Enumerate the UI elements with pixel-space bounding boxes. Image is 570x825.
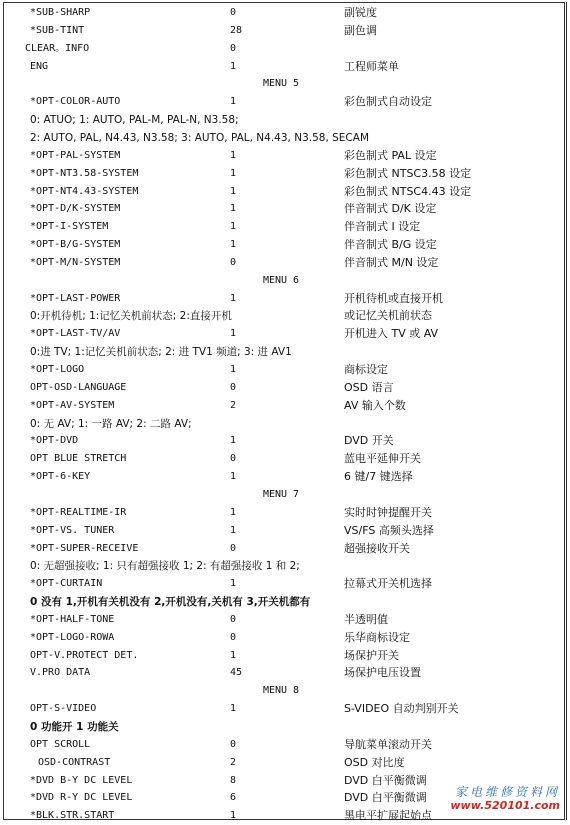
setting-description: 开机进入 TV 或 AV — [344, 327, 439, 341]
setting-description: DVD 开关 — [344, 434, 394, 448]
setting-row — [0, 93, 570, 111]
setting-description: VS/FS 高频头选择 — [344, 523, 434, 537]
setting-row — [0, 40, 570, 58]
setting-description: 或记忆关机前状态 — [344, 309, 432, 323]
option-note-row — [0, 593, 570, 611]
setting-row — [0, 379, 570, 397]
setting-key: *OPT-D/K-SYSTEM — [30, 203, 121, 215]
setting-row — [0, 468, 570, 486]
option-note: 0: 无 AV; 1: 一路 AV; 2: 二路 AV; — [30, 417, 192, 430]
setting-key: 0:开机待机; 1:记忆关机前状态; 2:直接开机 — [30, 310, 232, 323]
option-note-row — [0, 718, 570, 736]
setting-value: 2 — [230, 756, 237, 768]
setting-row — [0, 629, 570, 647]
setting-key: *OPT-CURTAIN — [30, 578, 103, 590]
setting-key: *OPT-LOGO — [30, 364, 85, 375]
menu-section-header — [0, 272, 570, 290]
option-note: 0:进 TV; 1:记忆关机前状态; 2: 进 TV1 频道; 3: 进 AV1 — [30, 346, 292, 359]
menu-section-header — [0, 682, 570, 700]
setting-key: OPT-OSD-LANGUAGE — [30, 381, 127, 393]
setting-key: *OPT-COLOR-AUTO — [30, 96, 121, 108]
setting-row — [0, 575, 570, 593]
setting-description: DVD 白平衡微调 — [344, 773, 427, 787]
setting-description: 彩色制式 NTSC4.43 设定 — [344, 184, 472, 198]
menu-section-header — [0, 486, 570, 504]
setting-value: 0 — [230, 7, 237, 18]
setting-description: OSD 语言 — [344, 380, 394, 394]
setting-key: OPT-V.PROTECT DET. — [30, 649, 139, 661]
setting-key: ENG — [30, 60, 49, 72]
setting-key: *OPT-SUPER-RECEIVE — [30, 542, 139, 554]
setting-key: OPT SCROLL — [30, 738, 91, 750]
setting-description: 乐华商标设定 — [344, 630, 410, 644]
setting-row — [0, 254, 570, 272]
setting-description: 拉幕式开关机选择 — [344, 577, 432, 591]
setting-row — [0, 325, 570, 343]
setting-key: *OPT-NT4.43-SYSTEM — [30, 185, 139, 197]
setting-value: 1 — [230, 506, 237, 518]
setting-row — [0, 22, 570, 40]
setting-description: 蓝电平延伸开关 — [344, 452, 421, 466]
watermark-url: www.520101.com — [450, 799, 560, 812]
menu-title: MENU 8 — [262, 685, 300, 697]
setting-value: 45 — [230, 667, 243, 679]
setting-row — [0, 307, 570, 325]
menu-section-header — [0, 75, 570, 93]
setting-row — [0, 647, 570, 665]
watermark-title: 家电维修资料网 — [454, 785, 560, 799]
setting-value: 1 — [230, 203, 237, 215]
setting-key: *OPT-PAL-SYSTEM — [30, 149, 121, 161]
setting-row — [0, 218, 570, 236]
option-note-row — [0, 557, 570, 575]
setting-key: V.PRO DATA — [30, 667, 91, 679]
setting-row — [0, 290, 570, 308]
setting-value: 8 — [230, 774, 237, 786]
setting-description: 伴音制式 B/G 设定 — [344, 238, 437, 252]
setting-key: *OPT-LAST-TV/AV — [30, 328, 121, 340]
setting-description: 商标设定 — [344, 363, 388, 376]
setting-value: 1 — [230, 435, 237, 447]
setting-description: 场保护开关 — [344, 648, 399, 662]
setting-row — [0, 397, 570, 415]
setting-key: *BLK.STR.START — [30, 810, 115, 822]
setting-row — [0, 361, 570, 379]
setting-value: 1 — [230, 96, 237, 108]
setting-value: 0 — [230, 613, 237, 625]
option-note: 0 功能开 1 功能关 — [30, 721, 119, 733]
setting-description: 副色调 — [344, 23, 377, 37]
setting-description: OSD 对比度 — [344, 755, 405, 769]
setting-row — [0, 664, 570, 682]
setting-row — [0, 736, 570, 754]
setting-key: *OPT-HALF-TONE — [30, 613, 115, 625]
setting-description: 半透明值 — [344, 612, 388, 626]
setting-row — [0, 165, 570, 183]
setting-description: DVD 白平衡微调 — [344, 791, 427, 805]
setting-row — [0, 183, 570, 201]
option-note-row — [0, 415, 570, 433]
setting-value: 6 — [230, 792, 237, 804]
setting-key: *OPT-M/N-SYSTEM — [30, 256, 121, 268]
setting-key: *OPT-I-SYSTEM — [30, 221, 109, 233]
option-note: 2: AUTO, PAL, N4.43, N3.58; 3: AUTO, PAL, N4.43, N3.58, SECAM — [30, 131, 369, 144]
setting-row — [0, 58, 570, 76]
setting-value: 1 — [230, 703, 237, 715]
setting-description: S-VIDEO 自动判别开关 — [344, 702, 459, 716]
menu-title: MENU 5 — [262, 78, 300, 90]
setting-value: 0 — [230, 542, 237, 554]
setting-description: 彩色制式 PAL 设定 — [344, 148, 437, 162]
setting-value: 1 — [230, 221, 237, 233]
setting-value: 28 — [230, 24, 243, 36]
setting-value: 1 — [230, 364, 237, 375]
setting-description: 伴音制式 M/N 设定 — [344, 255, 439, 269]
setting-value: 0 — [230, 453, 237, 465]
setting-value: 1 — [230, 167, 237, 179]
setting-key: *OPT-6-KEY — [30, 471, 91, 483]
setting-description: 超强接收开关 — [344, 541, 410, 555]
setting-key: *OPT-VS. TUNER — [30, 524, 115, 536]
setting-value: 0 — [230, 381, 237, 393]
setting-description: 场保护电压设置 — [344, 666, 421, 680]
setting-description: AV 输入个数 — [344, 398, 406, 412]
setting-key: *OPT-LAST-POWER — [30, 292, 121, 304]
option-note-row — [0, 343, 570, 361]
menu-title: MENU 7 — [262, 488, 300, 500]
setting-description: 6 键/7 键选择 — [344, 470, 413, 484]
option-note-row — [0, 129, 570, 147]
setting-description: 彩色制式 NTSC3.58 设定 — [344, 166, 472, 180]
setting-key: OPT BLUE STRETCH — [30, 453, 127, 465]
setting-value: 2 — [230, 399, 237, 411]
setting-key: *OPT-B/G-SYSTEM — [30, 239, 121, 251]
setting-value: 1 — [230, 239, 237, 251]
setting-row — [0, 432, 570, 450]
setting-description: 开机待机或直接开机 — [344, 291, 443, 305]
setting-value: 1 — [230, 60, 237, 72]
setting-value: 1 — [230, 649, 237, 661]
setting-value: 1 — [230, 328, 237, 340]
setting-row — [0, 147, 570, 165]
setting-value: 1 — [230, 810, 237, 822]
setting-key: CLEAR。INFO — [25, 42, 90, 54]
setting-description: 黑电平扩展起始点 — [344, 809, 432, 823]
setting-description: 导航菜单滚动开关 — [344, 737, 432, 751]
setting-row — [0, 522, 570, 540]
setting-description: 实时时钟提醒开关 — [344, 505, 432, 519]
setting-row — [0, 754, 570, 772]
setting-value: 1 — [230, 524, 237, 536]
setting-key: *OPT-DVD — [30, 435, 79, 447]
setting-row — [0, 450, 570, 468]
setting-row — [0, 236, 570, 254]
setting-description: 副锐度 — [344, 6, 377, 19]
setting-key: *OPT-REALTIME-IR — [30, 506, 127, 518]
setting-key: OSD-CONTRAST — [38, 756, 111, 768]
setting-value: 1 — [230, 471, 237, 483]
setting-value: 0 — [230, 738, 237, 750]
setting-value: 1 — [230, 578, 237, 590]
option-note-row — [0, 111, 570, 129]
setting-value: 1 — [230, 149, 237, 161]
setting-row — [0, 200, 570, 218]
setting-row — [0, 504, 570, 522]
setting-key: *SUB-SHARP — [30, 7, 91, 18]
menu-title: MENU 6 — [262, 274, 300, 286]
setting-key: *OPT-LOGO-ROWA — [30, 631, 115, 643]
setting-description: 彩色制式自动设定 — [344, 95, 432, 109]
setting-description: 工程师菜单 — [344, 59, 399, 73]
setting-description: 伴音制式 D/K 设定 — [344, 202, 437, 216]
setting-key: *DVD B-Y DC LEVEL — [30, 774, 133, 786]
setting-key: *DVD R-Y DC LEVEL — [30, 792, 133, 804]
setting-value: 0 — [230, 256, 237, 268]
watermark — [450, 786, 560, 812]
setting-row — [0, 700, 570, 718]
option-note: 0: ATUO; 1: AUTO, PAL-M, PAL-N, N3.58; — [30, 114, 239, 127]
setting-row — [0, 4, 570, 22]
option-note: 0 没有 1,开机有关机没有 2,开机没有,关机有 3,开关机都有 — [30, 596, 311, 609]
setting-value: 1 — [230, 292, 237, 304]
setting-key: OPT-S-VIDEO — [30, 703, 97, 715]
setting-key: *OPT-NT3.58-SYSTEM — [30, 167, 139, 179]
option-note: 0: 无超强接收; 1: 只有超强接收 1; 2: 有超强接收 1 和 2; — [30, 560, 300, 573]
setting-description: 伴音制式 I 设定 — [344, 220, 421, 234]
setting-value: 1 — [230, 185, 237, 197]
setting-key: *OPT-AV-SYSTEM — [30, 399, 115, 411]
setting-value: 0 — [230, 631, 237, 643]
setting-key: *SUB-TINT — [30, 24, 85, 36]
setting-row — [0, 540, 570, 558]
setting-value: 0 — [230, 42, 237, 54]
setting-row — [0, 611, 570, 629]
